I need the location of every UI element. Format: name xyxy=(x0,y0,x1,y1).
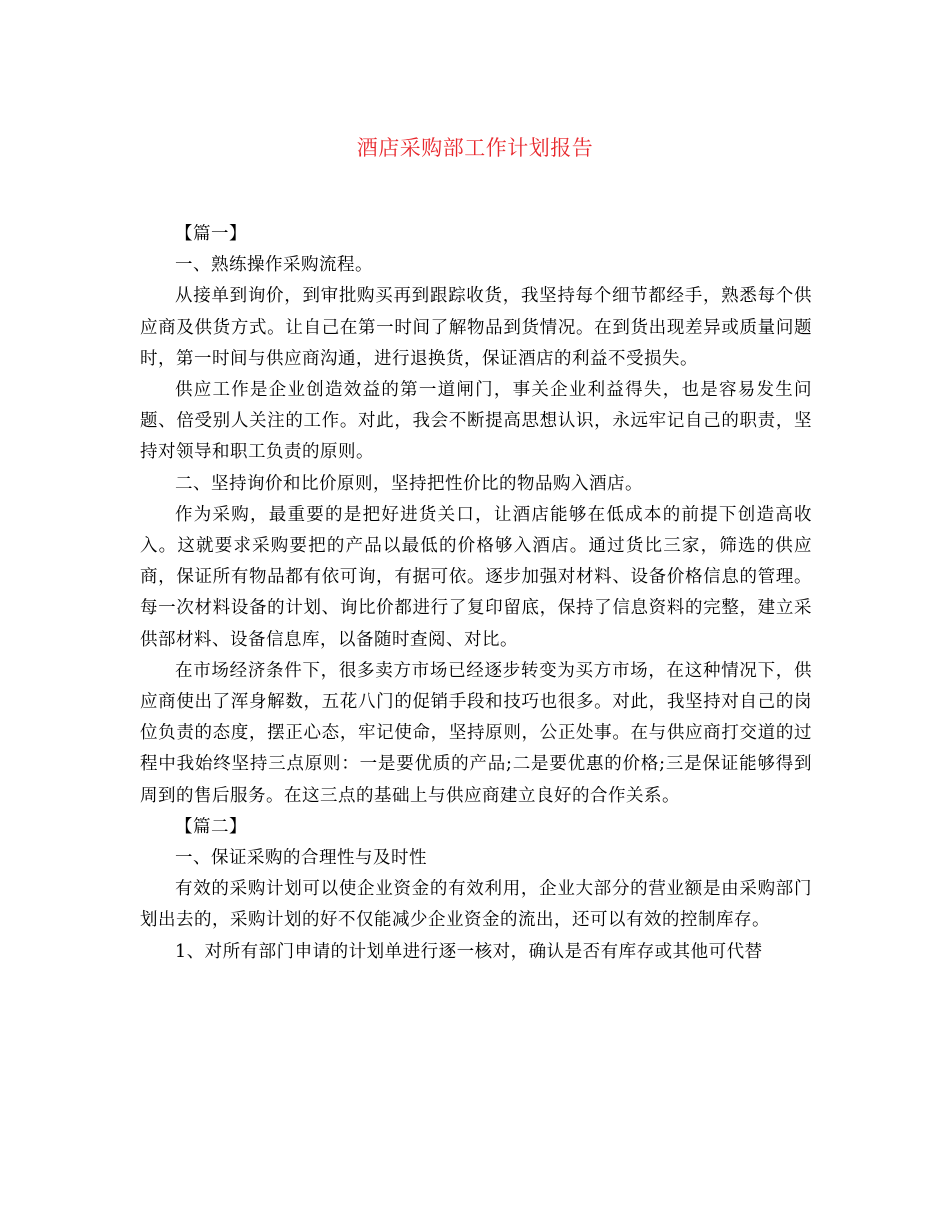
heading-price-comparison: 二、坚持询价和比价原则，坚持把性价比的物品购入酒店。 xyxy=(175,473,643,494)
heading-procurement-process: 一、熟练操作采购流程。 xyxy=(175,255,373,276)
paragraph: 作为采购，最重要的是把好进货关口，让酒店能够在低成本的前提下创造高收入。这就要求采购要把的产品以最低的价格够入酒店。通过货比三家，筛选的供应商，保证所有物品都有依可询，有据可依。逐步加强对材料、设备价格信息的管理。每一次材料设备的计划、询比价都进行了复印留底，保持了信息资料的完整，建立采供部材料、设备信息库，以备随时查阅、对比。 xyxy=(140,504,812,650)
section-heading-part-one: 【篇一】 xyxy=(175,224,247,244)
paragraph: 在市场经济条件下，很多卖方市场已经逐步转变为买方市场，在这种情况下，供应商使出了浑身解数，五花八门的促销手段和技巧也很多。对此，我坚持对自己的岗位负责的态度，摆正心态，牢记使命，坚持原则，公正处事。在与供应商打交道的过程中我始终坚持三点原则：一是要优质的产品;二是要优惠的价格;三是保证能够得到周到的售后服务。在这三点的基础上与供应商建立良好的合作关系。 xyxy=(140,660,812,806)
document-title: 酒店采购部工作计划报告 xyxy=(356,136,594,160)
paragraph: 有效的采购计划可以使企业资金的有效利用，企业大部分的营业额是由采购部门划出去的，采购计划的好不仅能减少企业资金的流出，还可以有效的控制库存。 xyxy=(140,879,812,931)
paragraph: 从接单到询价，到审批购买再到跟踪收货，我坚持每个细节都经手，熟悉每个供应商及供货方式。让自己在第一时间了解物品到货情况。在到货出现差异或质量问题时，第一时间与供应商沟通，进行退换货，保证酒店的利益不受损失。 xyxy=(140,286,812,369)
document-body xyxy=(140,219,812,968)
paragraph: 供应工作是企业创造效益的第一道闸门，事关企业利益得失，也是容易发生问题、倍受别人关注的工作。对此，我会不断提高思想认识，永远牢记自己的职责，坚持对领导和职工负责的原则。 xyxy=(140,380,812,463)
heading-rational-procurement: 一、保证采购的合理性与及时性 xyxy=(175,848,427,869)
section-heading-part-two: 【篇二】 xyxy=(175,816,247,837)
paragraph: 1、对所有部门申请的计划单进行逐一核对，确认是否有库存或其他可代替 xyxy=(175,941,763,962)
